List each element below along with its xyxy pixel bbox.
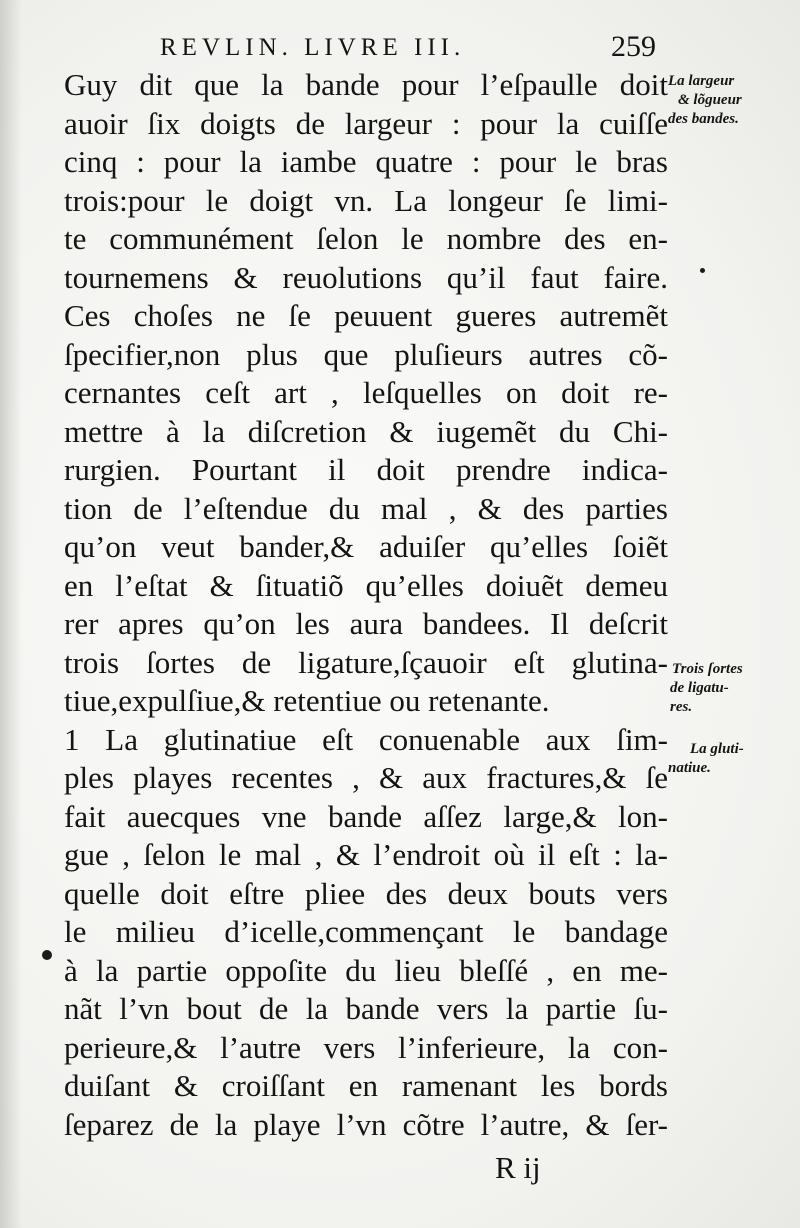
text-line: ſpecifier,non plus que pluſieurs autres cõ- [64, 336, 668, 372]
text-line: quelle doit eſtre pliee des deux bouts vers [64, 875, 668, 911]
text-line: gue , ſelon le mal , & l’endroit où il eſt : la- [64, 837, 668, 872]
margin-notes [668, 0, 800, 1228]
text-line: ples playes recentes , & aux fractures,& ſe [64, 760, 668, 795]
ink-blot [42, 950, 52, 960]
running-title: REVLIN. LIVRE III. [160, 34, 466, 61]
text-line: fait auecques vne bande aſſez large,& lon- [64, 798, 668, 834]
margin-note-line: natiue. [668, 760, 711, 776]
margin-note-line: Trois ſortes [672, 661, 743, 677]
text-line: Guy dit que la bande pour l’eſpaulle doit [64, 67, 668, 102]
text-line: mettre à la diſcretion & iugemẽt du Chi- [64, 413, 668, 449]
text-line: tournemens & reuolutions qu’il faut faire. [64, 259, 668, 295]
text-line: trois:pour le doigt vn. La longeur ſe limi- [64, 182, 668, 218]
margin-note-trois-sortes [668, 660, 796, 717]
text-line: perieure,& l’autre vers l’inferieure, la con- [64, 1029, 668, 1065]
text-line: auoir ſix doigts de largeur : pour la cuiſſe [64, 105, 668, 141]
main-text-block [64, 66, 668, 1144]
text-line: te communément ſelon le nombre des en- [64, 221, 668, 256]
text-line: 1 La glutinatiue eſt conuenable aux ſim- [64, 721, 668, 757]
text-line: le milieu d’icelle,commençant le bandage [64, 914, 668, 949]
text-line: ſeparez de la playe l’vn cõtre l’autre, & ſer- [64, 1106, 668, 1142]
text-line: rurgien. Pourtant il doit prendre indica- [64, 452, 668, 487]
page-gutter-shadow [0, 0, 22, 1228]
margin-note-glutinatiue [668, 740, 796, 778]
margin-note-line: des bandes. [668, 111, 739, 127]
text-line: Ces choſes ne ſe peuuent gueres autremẽt [64, 298, 668, 333]
margin-note-line: res. [670, 699, 693, 715]
margin-note-line: La largeur [668, 73, 735, 89]
text-line: nãt l’vn bout de la bande vers la partie ſu- [64, 991, 668, 1026]
text-line: duiſant & croiſſant en ramenant les bords [64, 1068, 668, 1103]
text-line: tiue,expulſiue,& retentiue ou retenante. [64, 683, 550, 718]
margin-note-line: La gluti- [690, 741, 744, 757]
text-line: qu’on veut bander,& aduiſer qu’elles ſoiẽt [64, 529, 668, 564]
ink-speck [700, 268, 705, 273]
text-line: à la partie oppoſite du lieu bleſſé , en me- [64, 952, 668, 988]
page-header [160, 30, 660, 70]
text-line: cernantes ceſt art , leſquelles on doit re- [64, 375, 668, 410]
text-line: trois ſortes de ligature,ſçauoir eſt glutina- [64, 644, 668, 680]
catchword: R ij [495, 1150, 541, 1185]
text-line: en l’eſtat & ſituatiõ qu’elles doiuẽt demeu [64, 567, 668, 603]
text-line: tion de l’eſtendue du mal , & des parties [64, 490, 668, 526]
page-number: 259 [611, 30, 656, 63]
margin-note-line: & lõgueur [678, 92, 742, 108]
margin-note-largeur [668, 72, 796, 129]
margin-note-line: de ligatu- [670, 680, 729, 696]
text-line: rer apres qu’on les aura bandees. Il deſcrit [64, 606, 668, 641]
text-line: cinq : pour la iambe quatre : pour le bras [64, 144, 668, 179]
